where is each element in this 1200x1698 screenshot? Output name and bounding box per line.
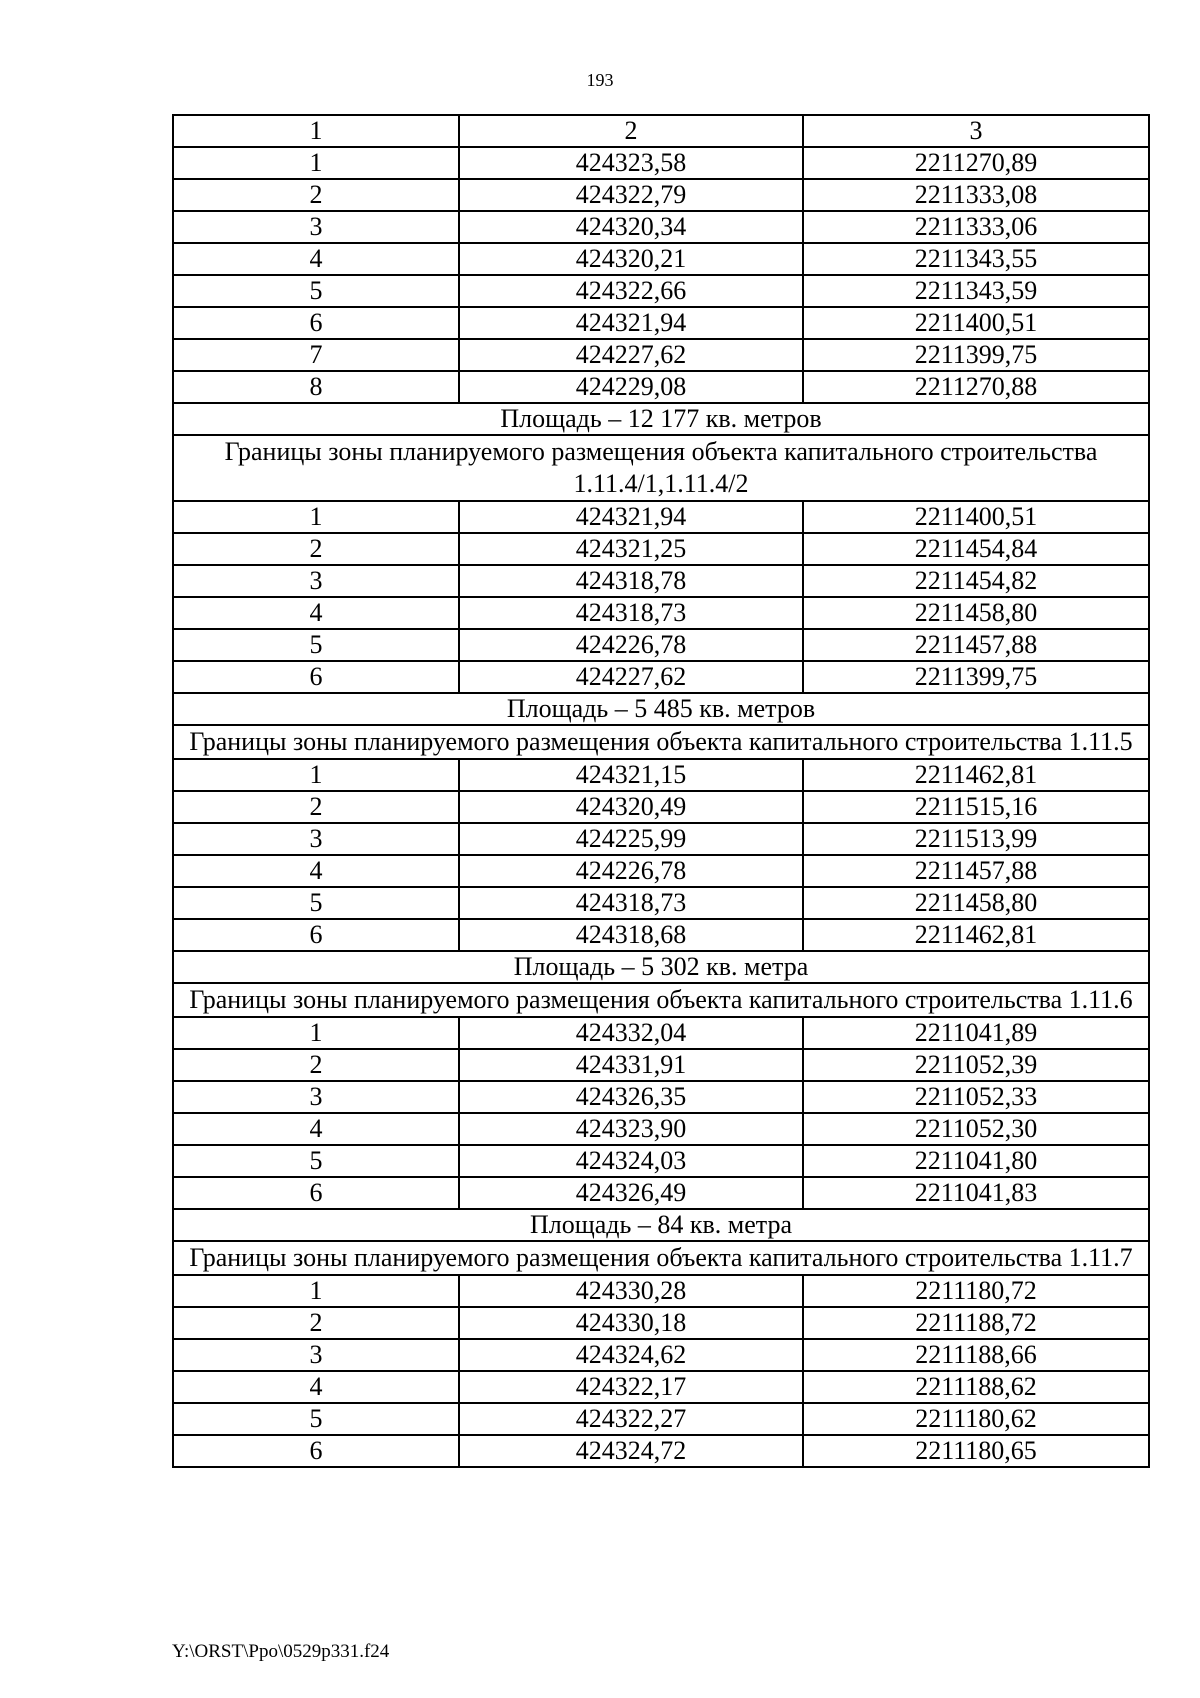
x-coordinate-cell: 424324,03 xyxy=(459,1145,803,1177)
y-coordinate-cell: 2211457,88 xyxy=(803,629,1149,661)
point-number-cell: 2 xyxy=(173,533,459,565)
x-coordinate-cell: 424322,79 xyxy=(459,179,803,211)
x-coordinate-cell: 424322,27 xyxy=(459,1403,803,1435)
x-coordinate-cell: 424320,21 xyxy=(459,243,803,275)
point-number-cell: 5 xyxy=(173,275,459,307)
y-coordinate-cell: 2211041,89 xyxy=(803,1017,1149,1049)
point-number-cell: 6 xyxy=(173,1177,459,1209)
x-coordinate-cell: 424318,73 xyxy=(459,597,803,629)
point-number-cell: 6 xyxy=(173,1435,459,1467)
y-coordinate-cell: 2211458,80 xyxy=(803,887,1149,919)
point-number-cell: 1 xyxy=(173,1275,459,1307)
table-row xyxy=(173,1049,1149,1081)
table-row xyxy=(173,211,1149,243)
table-row xyxy=(173,179,1149,211)
table-row xyxy=(173,791,1149,823)
point-number-cell: 4 xyxy=(173,1113,459,1145)
y-coordinate-cell: 2211180,65 xyxy=(803,1435,1149,1467)
point-number-cell: 2 xyxy=(173,1049,459,1081)
table-row xyxy=(173,1081,1149,1113)
section-title: Границы зоны планируемого размещения объекта капитального строительства 1.11.4/1,1.11.4/2 xyxy=(173,435,1149,501)
table-header-row xyxy=(173,115,1149,147)
y-coordinate-cell: 2211515,16 xyxy=(803,791,1149,823)
area-row xyxy=(173,951,1149,983)
point-number-cell: 7 xyxy=(173,339,459,371)
point-number-cell: 1 xyxy=(173,1017,459,1049)
x-coordinate-cell: 424321,94 xyxy=(459,501,803,533)
y-coordinate-cell: 2211180,62 xyxy=(803,1403,1149,1435)
y-coordinate-cell: 2211188,66 xyxy=(803,1339,1149,1371)
table-row xyxy=(173,855,1149,887)
point-number-cell: 3 xyxy=(173,565,459,597)
table-row xyxy=(173,1435,1149,1467)
x-coordinate-cell: 424227,62 xyxy=(459,661,803,693)
y-coordinate-cell: 2211333,06 xyxy=(803,211,1149,243)
table-row xyxy=(173,307,1149,339)
x-coordinate-cell: 424318,78 xyxy=(459,565,803,597)
y-coordinate-cell: 2211270,88 xyxy=(803,371,1149,403)
section-title-row xyxy=(173,983,1149,1017)
x-coordinate-cell: 424321,25 xyxy=(459,533,803,565)
header-cell-y: 3 xyxy=(803,115,1149,147)
y-coordinate-cell: 2211041,83 xyxy=(803,1177,1149,1209)
point-number-cell: 1 xyxy=(173,147,459,179)
table-body xyxy=(173,115,1149,1467)
table-row xyxy=(173,533,1149,565)
table-row xyxy=(173,1403,1149,1435)
table-row xyxy=(173,1017,1149,1049)
area-total: Площадь – 84 кв. метра xyxy=(173,1209,1149,1241)
point-number-cell: 6 xyxy=(173,919,459,951)
table-row xyxy=(173,661,1149,693)
x-coordinate-cell: 424227,62 xyxy=(459,339,803,371)
x-coordinate-cell: 424322,66 xyxy=(459,275,803,307)
page-number: 193 xyxy=(586,70,614,90)
point-number-cell: 1 xyxy=(173,501,459,533)
table-row xyxy=(173,629,1149,661)
x-coordinate-cell: 424320,49 xyxy=(459,791,803,823)
point-number-cell: 4 xyxy=(173,243,459,275)
x-coordinate-cell: 424322,17 xyxy=(459,1371,803,1403)
point-number-cell: 6 xyxy=(173,307,459,339)
x-coordinate-cell: 424318,68 xyxy=(459,919,803,951)
point-number-cell: 1 xyxy=(173,759,459,791)
area-total: Площадь – 12 177 кв. метров xyxy=(173,403,1149,435)
point-number-cell: 2 xyxy=(173,1307,459,1339)
table-row xyxy=(173,919,1149,951)
table-row xyxy=(173,501,1149,533)
x-coordinate-cell: 424323,58 xyxy=(459,147,803,179)
point-number-cell: 3 xyxy=(173,211,459,243)
header-cell-point: 1 xyxy=(173,115,459,147)
y-coordinate-cell: 2211052,33 xyxy=(803,1081,1149,1113)
table-row xyxy=(173,1177,1149,1209)
table-row xyxy=(173,147,1149,179)
x-coordinate-cell: 424332,04 xyxy=(459,1017,803,1049)
table-row xyxy=(173,339,1149,371)
x-coordinate-cell: 424229,08 xyxy=(459,371,803,403)
x-coordinate-cell: 424324,72 xyxy=(459,1435,803,1467)
table-row xyxy=(173,759,1149,791)
area-row xyxy=(173,403,1149,435)
table-row xyxy=(173,1339,1149,1371)
x-coordinate-cell: 424225,99 xyxy=(459,823,803,855)
x-coordinate-cell: 424330,18 xyxy=(459,1307,803,1339)
table-row xyxy=(173,243,1149,275)
y-coordinate-cell: 2211457,88 xyxy=(803,855,1149,887)
table-row xyxy=(173,1275,1149,1307)
file-path-footer: Y:\ORST\Ppo\0529p331.f24 xyxy=(172,1641,390,1662)
y-coordinate-cell: 2211343,59 xyxy=(803,275,1149,307)
y-coordinate-cell: 2211400,51 xyxy=(803,307,1149,339)
y-coordinate-cell: 2211343,55 xyxy=(803,243,1149,275)
x-coordinate-cell: 424330,28 xyxy=(459,1275,803,1307)
section-title-row xyxy=(173,725,1149,759)
table-row xyxy=(173,275,1149,307)
x-coordinate-cell: 424321,94 xyxy=(459,307,803,339)
table-row xyxy=(173,823,1149,855)
x-coordinate-cell: 424324,62 xyxy=(459,1339,803,1371)
table-row xyxy=(173,1307,1149,1339)
point-number-cell: 3 xyxy=(173,823,459,855)
area-total: Площадь – 5 485 кв. метров xyxy=(173,693,1149,725)
x-coordinate-cell: 424320,34 xyxy=(459,211,803,243)
point-number-cell: 2 xyxy=(173,791,459,823)
area-total: Площадь – 5 302 кв. метра xyxy=(173,951,1149,983)
y-coordinate-cell: 2211458,80 xyxy=(803,597,1149,629)
section-title: Границы зоны планируемого размещения объекта капитального строительства 1.11.7 xyxy=(173,1241,1149,1275)
point-number-cell: 5 xyxy=(173,629,459,661)
y-coordinate-cell: 2211188,72 xyxy=(803,1307,1149,1339)
y-coordinate-cell: 2211454,82 xyxy=(803,565,1149,597)
y-coordinate-cell: 2211188,62 xyxy=(803,1371,1149,1403)
table-row xyxy=(173,1145,1149,1177)
point-number-cell: 2 xyxy=(173,179,459,211)
table-row xyxy=(173,597,1149,629)
table-row xyxy=(173,887,1149,919)
section-title: Границы зоны планируемого размещения объекта капитального строительства 1.11.5 xyxy=(173,725,1149,759)
point-number-cell: 4 xyxy=(173,1371,459,1403)
y-coordinate-cell: 2211041,80 xyxy=(803,1145,1149,1177)
y-coordinate-cell: 2211333,08 xyxy=(803,179,1149,211)
point-number-cell: 3 xyxy=(173,1339,459,1371)
x-coordinate-cell: 424326,35 xyxy=(459,1081,803,1113)
section-title: Границы зоны планируемого размещения объекта капитального строительства 1.11.6 xyxy=(173,983,1149,1017)
y-coordinate-cell: 2211462,81 xyxy=(803,759,1149,791)
x-coordinate-cell: 424226,78 xyxy=(459,855,803,887)
y-coordinate-cell: 2211462,81 xyxy=(803,919,1149,951)
area-row xyxy=(173,1209,1149,1241)
point-number-cell: 5 xyxy=(173,887,459,919)
y-coordinate-cell: 2211180,72 xyxy=(803,1275,1149,1307)
y-coordinate-cell: 2211052,30 xyxy=(803,1113,1149,1145)
x-coordinate-cell: 424321,15 xyxy=(459,759,803,791)
header-cell-x: 2 xyxy=(459,115,803,147)
y-coordinate-cell: 2211399,75 xyxy=(803,661,1149,693)
point-number-cell: 5 xyxy=(173,1145,459,1177)
point-number-cell: 8 xyxy=(173,371,459,403)
x-coordinate-cell: 424331,91 xyxy=(459,1049,803,1081)
y-coordinate-cell: 2211513,99 xyxy=(803,823,1149,855)
point-number-cell: 3 xyxy=(173,1081,459,1113)
section-title-row xyxy=(173,1241,1149,1275)
table-row xyxy=(173,371,1149,403)
table-row xyxy=(173,1113,1149,1145)
section-title-row xyxy=(173,435,1149,501)
y-coordinate-cell: 2211270,89 xyxy=(803,147,1149,179)
y-coordinate-cell: 2211399,75 xyxy=(803,339,1149,371)
point-number-cell: 6 xyxy=(173,661,459,693)
x-coordinate-cell: 424326,49 xyxy=(459,1177,803,1209)
coordinates-table xyxy=(172,114,1150,1468)
x-coordinate-cell: 424226,78 xyxy=(459,629,803,661)
x-coordinate-cell: 424318,73 xyxy=(459,887,803,919)
area-row xyxy=(173,693,1149,725)
point-number-cell: 4 xyxy=(173,597,459,629)
table-row xyxy=(173,565,1149,597)
table-row xyxy=(173,1371,1149,1403)
y-coordinate-cell: 2211052,39 xyxy=(803,1049,1149,1081)
point-number-cell: 4 xyxy=(173,855,459,887)
y-coordinate-cell: 2211454,84 xyxy=(803,533,1149,565)
point-number-cell: 5 xyxy=(173,1403,459,1435)
y-coordinate-cell: 2211400,51 xyxy=(803,501,1149,533)
x-coordinate-cell: 424323,90 xyxy=(459,1113,803,1145)
